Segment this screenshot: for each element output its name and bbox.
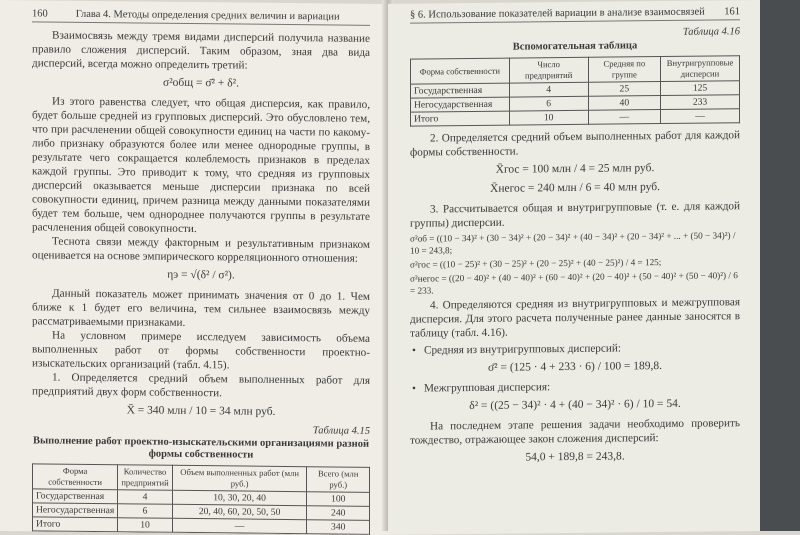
- right-running-header: [410, 6, 740, 23]
- table-header-cell: Число предприятий: [509, 57, 588, 83]
- table-cell: Государственная: [411, 83, 510, 98]
- left-header-title: Глава 4. Методы определения средних величин и вариации: [75, 8, 340, 23]
- left-paragraph-2: Из этого равенства следует, что общая дисперсия, как правило, будет больше средней из групповых дисперсий. Это обусловлено тем, что при расчленении общей совокупности единиц на части по какому-либо признаку образуются более или менее однородные группы, в результате чего сокращается колеблемость признаков в пределах каждой группы. Это приводит к тому, что средняя из групповых дисперсий оказывается меньше дисперсии признака по всей совокупности единиц, причем разница между данными показателями будет тем больше, чем однороднее получаются группы в результате расчленения общей совокупности.: [32, 95, 370, 236]
- formula-variance-state: σ²гос = ((10 − 25)² + (30 − 25)² + (20 − 25)² + (40 − 25)²) / 4 = 125;: [410, 257, 662, 270]
- right-paragraph-3: 4. Определяются средняя из внутригрупповых и межгрупповая дисперсия. Для этого расчета полученные ранее данные заносятся в таблицу (табл. 4.16).: [410, 296, 740, 340]
- table-cell: Итого: [33, 517, 118, 532]
- table-cell: 125: [661, 81, 740, 96]
- table-cell: 40: [588, 96, 660, 111]
- bullet-between-variance: • Межгрупповая дисперсия:: [410, 378, 740, 395]
- table-cell: Государственная: [33, 489, 118, 504]
- table-row: [33, 517, 370, 535]
- left-running-header: [32, 8, 370, 26]
- table-cell: 4: [118, 490, 172, 505]
- table-header-row: [411, 56, 740, 84]
- left-paragraph-5: На условном примере исследуем зависимость объема выполненных работ от формы собственности проектно-изыскательских организаций (табл. 4.15).: [32, 329, 370, 372]
- right-paragraph-2: 3. Рассчитывается общая и внутригрупповые (т. е. для каждой группы) дисперсии.: [410, 200, 740, 230]
- table-4-15: [32, 463, 370, 535]
- formula-mean-nonstate: X̄негос = 240 млн / 6 = 40 млн руб.: [490, 181, 660, 195]
- formula-correlation-ratio: ηэ = √(δ² / σ²).: [167, 268, 235, 282]
- left-page: [0, 0, 388, 535]
- table-cell: 10: [118, 518, 172, 533]
- table-cell: 6: [509, 96, 588, 111]
- table-cell: Итого: [411, 111, 510, 126]
- table-header-cell: Форма собственности: [33, 464, 118, 490]
- table-cell: 4: [509, 82, 588, 97]
- right-page-number: 161: [724, 6, 740, 18]
- formula-between-variance: δ² = ((25 − 34)² · 4 + (40 − 34)² · 6) / 10 = 54.: [469, 397, 681, 413]
- table-cell: 340: [307, 520, 370, 535]
- table-4-16: [410, 55, 740, 126]
- formula-overall-mean: X̄ = 340 млн / 10 = 34 млн руб.: [126, 404, 276, 418]
- table-header-cell: Объем выполненных работ (млн руб.): [172, 465, 307, 491]
- table-header-cell: Всего (млн руб.): [307, 467, 370, 493]
- right-paragraph-1: 2. Определяется средний объем выполненных работ для каждой формы собственности.: [410, 129, 740, 159]
- left-paragraph-4: Данный показатель может принимать значения от 0 до 1. Чем ближе к 1 будет его величина, тем сильнее взаимосвязь между рассматриваемыми признаками.: [32, 287, 370, 329]
- left-paragraph-6: 1. Определяется средний объем выполненных работ для предприятий двух форм собственности.: [32, 371, 370, 400]
- right-header-title: § 6. Использование показателей вариации в анализе взаимосвязей: [410, 6, 705, 21]
- formula-variance-sum: σ²общ = σ̄² + δ².: [163, 76, 239, 90]
- table-4-16-title: Вспомогательная таблица: [512, 40, 638, 53]
- table-cell: 100: [307, 492, 370, 507]
- table-cell: 25: [588, 82, 660, 97]
- table-4-15-title: Выполнение работ проектно-изыскательскими организациями разной формы собственности: [32, 435, 370, 461]
- table-4-16-caption: Таблица 4.16: [682, 26, 740, 38]
- table-header-cell: Количество предприятий: [118, 465, 172, 491]
- table-cell: Негосударственная: [411, 97, 510, 112]
- table-cell: 20, 40, 60, 20, 50, 50: [172, 504, 307, 519]
- table-cell: 6: [118, 504, 172, 519]
- table-cell: Негосударственная: [33, 503, 118, 518]
- table-cell: 240: [307, 506, 370, 521]
- table-4-15-caption: Таблица 4.15: [312, 425, 370, 437]
- table-cell: —: [588, 110, 660, 125]
- table-cell: 10, 30, 20, 40: [172, 490, 307, 505]
- table-cell: —: [172, 518, 307, 533]
- table-cell: 10: [509, 110, 588, 125]
- bullet-mean-within-variance: • Средняя из внутригрупповых дисперсий:: [410, 340, 740, 357]
- left-paragraph-3: Теснота связи между факторным и результативным признаком оценивается на основе эмпирического корреляционного отношения:: [32, 235, 370, 265]
- right-page: [388, 0, 760, 535]
- background-surface: [760, 0, 800, 531]
- formula-mean-within-variance: σ̄² = (125 · 4 + 233 · 6) / 100 = 189,8.: [487, 360, 663, 374]
- formula-variance-nonstate: σ²негос = ((20 − 40)² + (40 − 40)² + (60 − 40)² + (20 − 40)² + (50 − 40)² + (50 − 40)²) / 6 = 233.: [410, 270, 738, 296]
- formula-total-variance: σ²об = ((10 − 34)² + (30 − 34)² + (20 − 34)² + (40 − 34)² + (20 − 34)² + ... + (50 − 34)²) / 10 = 243,8;: [410, 230, 736, 256]
- table-header-cell: Внутригрупповые дисперсии: [661, 56, 740, 82]
- right-paragraph-4: На последнем этапе решения задачи необходимо проверить тождество, отражающее закон сложения дисперсий:: [410, 417, 740, 447]
- left-page-number: 160: [32, 8, 48, 20]
- left-paragraph-1: Взаимосвязь между тремя видами дисперсий получила название правило сложения дисперсий. Таким образом, зная два вида дисперсий, всегда можно определить третий:: [32, 29, 370, 72]
- formula-identity-check: 54,0 + 189,8 = 243,8.: [525, 450, 625, 464]
- formula-mean-state: X̄гос = 100 млн / 4 = 25 млн руб.: [495, 162, 655, 176]
- table-cell: 233: [661, 95, 740, 110]
- table-header-row: [33, 464, 370, 493]
- table-header-cell: Форма собственности: [411, 58, 510, 84]
- table-cell: —: [661, 109, 740, 124]
- table-header-cell: Средняя по группе: [588, 57, 660, 83]
